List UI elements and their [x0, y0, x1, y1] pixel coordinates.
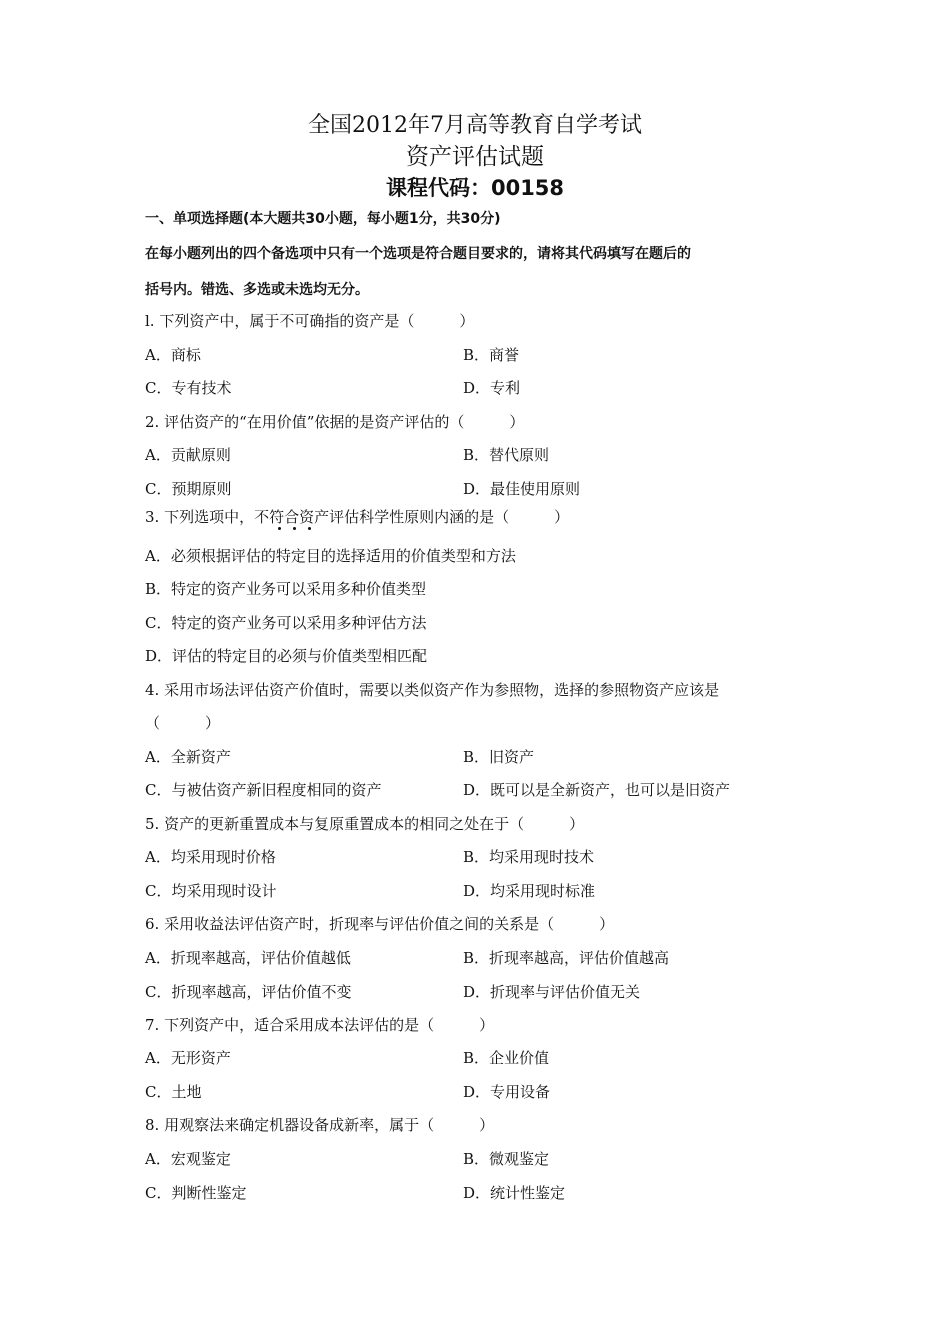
option: D．折现率与评估价值无关 — [463, 983, 641, 1001]
option: B．特定的资产业务可以采用多种价值类型 — [145, 580, 427, 598]
course-code: 课程代码：00158 — [385, 176, 565, 200]
question-stem: 4. 采用市场法评估资产价值时，需要以类似资产作为参照物，选择的参照物资产应该是 — [145, 681, 720, 699]
question-stem: 3. 下列选项中，不符合资产评估科学性原则内涵的是（ ） — [145, 508, 570, 526]
option: B．替代原则 — [463, 446, 550, 464]
question-stem: 5. 资产的更新重置成本与复原重置成本的相同之处在于（ ） — [145, 815, 585, 833]
option: A．无形资产 — [145, 1049, 231, 1067]
option: A．折现率越高，评估价值越低 — [145, 949, 351, 967]
question-stem-continuation: （ ） — [145, 714, 221, 732]
option: C．与被估资产新旧程度相同的资产 — [145, 781, 382, 799]
emphasis-dot — [278, 527, 281, 530]
option: B．商誉 — [463, 346, 520, 364]
option: A．均采用现时价格 — [145, 848, 276, 866]
option: D．统计性鉴定 — [463, 1184, 566, 1202]
subject-title: 资产评估试题 — [406, 144, 544, 170]
instruction-line: 括号内。错选、多选或未选均无分。 — [145, 282, 369, 298]
exam-title: 全国2012年7月高等教育自学考试 — [308, 113, 642, 138]
option: D．评估的特定目的必须与价值类型相匹配 — [145, 647, 428, 665]
question-stem: l. 下列资产中，属于不可确指的资产是（ ） — [145, 312, 475, 330]
question-stem: 8. 用观察法来确定机器设备成新率，属于（ ） — [145, 1116, 495, 1134]
option: A．宏观鉴定 — [145, 1150, 231, 1168]
option: A．全新资产 — [145, 748, 231, 766]
emphasis-dot — [293, 527, 296, 530]
option: C．折现率越高，评估价值不变 — [145, 983, 352, 1001]
option: C．土地 — [145, 1083, 202, 1101]
emphasis-dot — [308, 527, 311, 530]
section-heading: 一、单项选择题(本大题共30小题，每小题1分，共30分) — [145, 211, 501, 227]
option: B．微观鉴定 — [463, 1150, 550, 1168]
option: D．专利 — [463, 379, 521, 397]
instruction-line: 在每小题列出的四个备选项中只有一个选项是符合题目要求的，请将其代码填写在题后的 — [145, 246, 691, 262]
option: C．均采用现时设计 — [145, 882, 277, 900]
option: B．均采用现时技术 — [463, 848, 595, 866]
option: A．必须根据评估的特定目的选择适用的价值类型和方法 — [145, 547, 516, 565]
option: C．专有技术 — [145, 379, 232, 397]
option: D．最佳使用原则 — [463, 480, 581, 498]
option: D．均采用现时标准 — [463, 882, 596, 900]
option: A．贡献原则 — [145, 446, 231, 464]
option: D．专用设备 — [463, 1083, 551, 1101]
option: B．折现率越高，评估价值越高 — [463, 949, 670, 967]
question-stem: 6. 采用收益法评估资产时，折现率与评估价值之间的关系是（ ） — [145, 915, 615, 933]
option: A．商标 — [145, 346, 201, 364]
option: B．企业价值 — [463, 1049, 550, 1067]
option: D．既可以是全新资产，也可以是旧资产 — [463, 781, 731, 799]
option: C．预期原则 — [145, 480, 232, 498]
option: B．旧资产 — [463, 748, 535, 766]
question-stem: 7. 下列资产中，适合采用成本法评估的是（ ） — [145, 1016, 495, 1034]
question-stem: 2. 评估资产的“在用价值”依据的是资产评估的（ ） — [145, 413, 525, 431]
option: C．特定的资产业务可以采用多种评估方法 — [145, 614, 427, 632]
option: C．判断性鉴定 — [145, 1184, 247, 1202]
